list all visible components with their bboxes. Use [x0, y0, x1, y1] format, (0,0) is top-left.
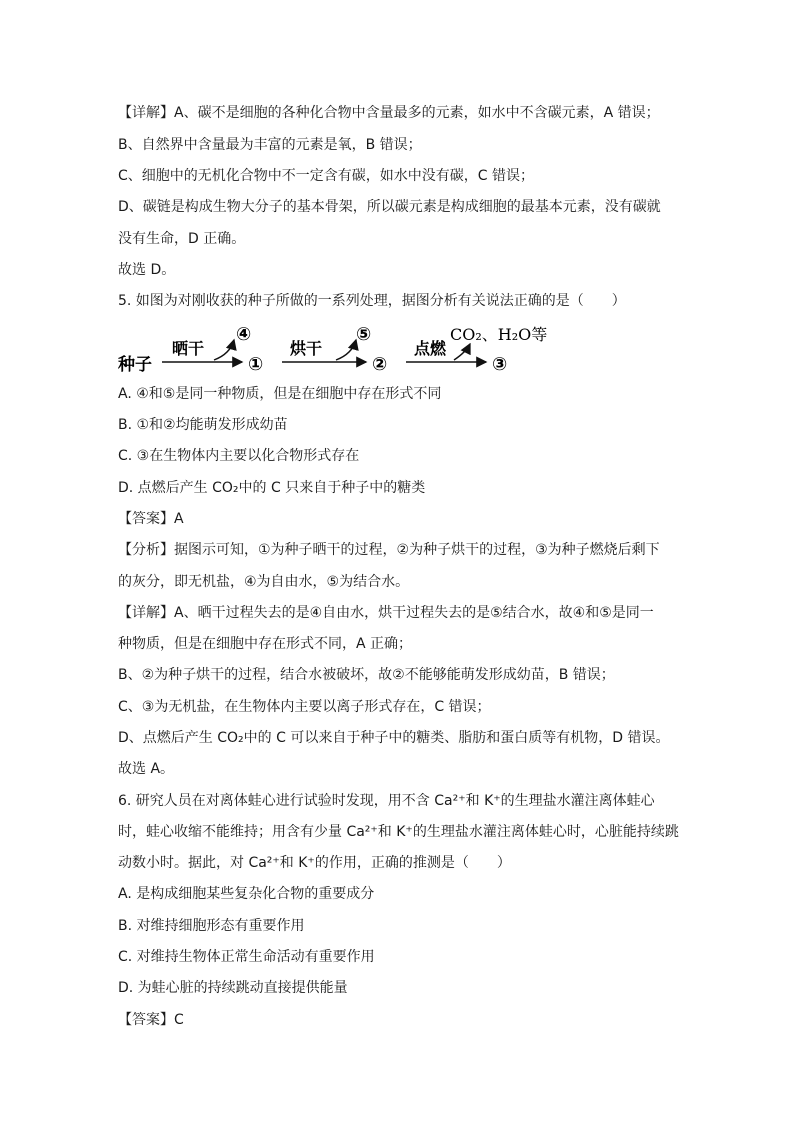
- label-product-5: ⑤: [356, 324, 372, 345]
- label-product-1: ①: [248, 354, 264, 375]
- label-product-2: ②: [372, 354, 388, 375]
- q4-detail-a: 【详解】A、碳不是细胞的各种化合物中含量最多的元素，如水中不含碳元素，A 错误；: [118, 105, 660, 121]
- diagram-svg: [110, 318, 570, 378]
- q6-option-d: D. 为蛙心脏的持续跳动直接提供能量: [118, 980, 348, 996]
- q5-option-c: C. ③在生物体内主要以化合物形式存在: [118, 448, 360, 464]
- q4-conclusion: 故选 D。: [118, 262, 176, 278]
- label-step-burn: 点燃: [414, 339, 447, 358]
- q5-detail-5: D、点燃后产生 CO₂中的 C 可以来自于种子中的糖类、脂肪和蛋白质等有机物，D 错误。: [118, 730, 670, 746]
- q6-option-a: A. 是构成细胞某些复杂化合物的重要成分: [118, 886, 375, 902]
- label-seed: 种子: [118, 355, 152, 375]
- q6-answer: 【答案】C: [118, 1012, 184, 1028]
- arrow-branch-4: [214, 340, 234, 360]
- label-product-3: ③: [492, 354, 508, 375]
- q5-analysis-1: 【分析】据图示可知，①为种子晒干的过程，②为种子烘干的过程，③为种子燃烧后剩下: [118, 542, 660, 558]
- seed-treatment-diagram: [110, 318, 570, 378]
- q6-stem-1: 6. 研究人员在对离体蛙心进行试验时发现，用不含 Ca²⁺和 K⁺的生理盐水灌注离体蛙心: [118, 793, 655, 809]
- q5-stem: 5. 如图为对刚收获的种子所做的一系列处理，据图分析有关说法正确的是（ ）: [118, 293, 626, 309]
- q5-option-d: D. 点燃后产生 CO₂中的 C 只来自于种子中的糖类: [118, 480, 426, 496]
- q5-option-a: A. ④和⑤是同一种物质，但是在细胞中存在形式不同: [118, 386, 442, 402]
- q4-detail-b: B、自然界中含量最为丰富的元素是氧，B 错误；: [118, 137, 422, 153]
- q6-option-b: B. 对维持细胞形态有重要作用: [118, 918, 305, 934]
- q5-option-b: B. ①和②均能萌发形成幼苗: [118, 417, 288, 433]
- label-product-4: ④: [236, 324, 252, 345]
- q6-stem-2: 时，蛙心收缩不能维持；用含有少量 Ca²⁺和 K⁺的生理盐水灌注离体蛙心时，心脏能持续跳: [118, 824, 679, 840]
- label-step-oven-dry: 烘干: [290, 339, 323, 358]
- q5-analysis-2: 的灰分，即无机盐，④为自由水，⑤为结合水。: [118, 574, 410, 590]
- q6-option-c: C. 对维持生物体正常生命活动有重要作用: [118, 949, 375, 965]
- q5-detail-6: 故选 A。: [118, 761, 175, 777]
- q5-detail-1: 【详解】A、晒干过程失去的是④自由水，烘干过程失去的是⑤结合水，故④和⑤是同一: [118, 605, 654, 621]
- q5-detail-3: B、②为种子烘干的过程，结合水被破坏，故②不能够能萌发形成幼苗，B 错误；: [118, 667, 615, 683]
- q5-answer: 【答案】A: [118, 511, 184, 527]
- q5-detail-4: C、③为无机盐，在生物体内主要以离子形式存在，C 错误；: [118, 699, 491, 715]
- q4-detail-c: C、细胞中的无机化合物中不一定含有碳，如水中没有碳，C 错误；: [118, 168, 534, 184]
- label-gas-products: CO₂、H₂O等: [450, 325, 548, 344]
- q6-stem-3: 动数小时。据此，对 Ca²⁺和 K⁺的作用，正确的推测是（ ）: [118, 855, 511, 871]
- arrow-branch-gas: [454, 344, 470, 360]
- q5-detail-2: 种物质，但是在细胞中存在形式不同，A 正确；: [118, 636, 413, 652]
- q4-detail-d-cont: 没有生命，D 正确。: [118, 231, 246, 247]
- q4-detail-d: D、碳链是构成生物大分子的基本骨架，所以碳元素是构成细胞的最基本元素，没有碳就: [118, 199, 661, 215]
- label-step-sun-dry: 晒干: [172, 339, 205, 358]
- arrow-branch-5: [336, 340, 356, 360]
